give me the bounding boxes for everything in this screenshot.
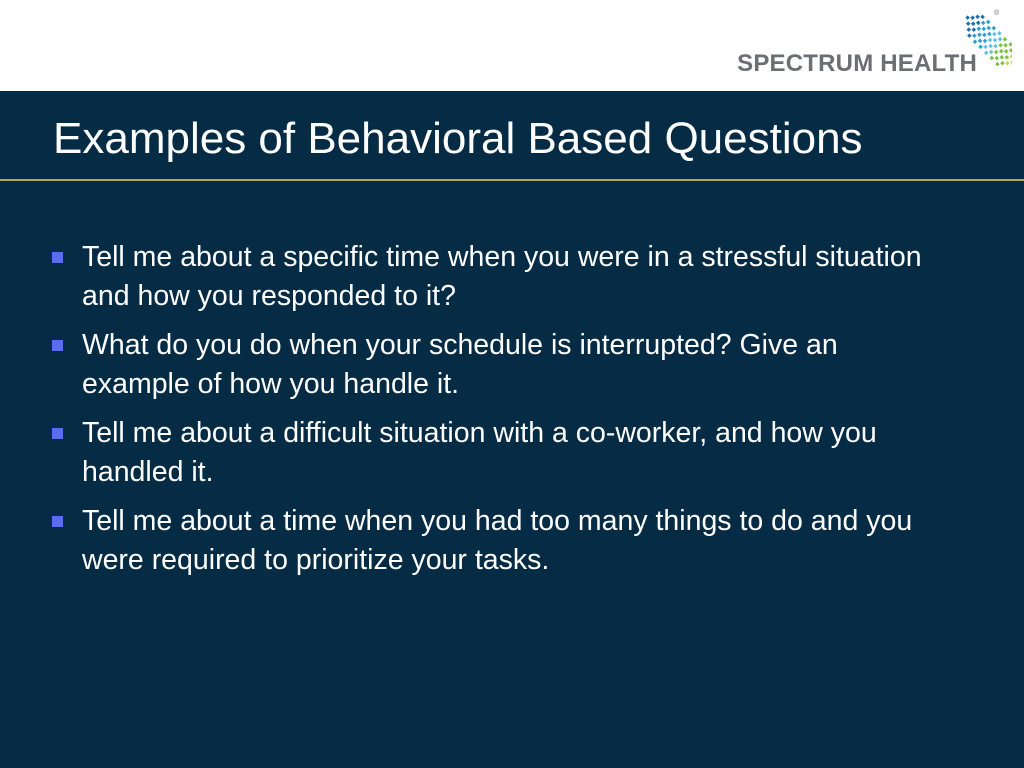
slide-title: Examples of Behavioral Based Questions — [53, 114, 863, 163]
square-bullet-icon — [52, 428, 63, 439]
bullet-text: What do you do when your schedule is interrupted? Give an example of how you handle it. — [82, 329, 838, 400]
square-bullet-icon — [52, 516, 63, 527]
square-bullet-icon — [52, 252, 63, 263]
bullet-text: Tell me about a specific time when you were in a stressful situation and how you responded to it? — [82, 241, 922, 312]
bullet-text: Tell me about a time when you had too many things to do and you were required to prioritize your tasks. — [82, 505, 913, 576]
bullet-item — [82, 414, 952, 492]
bullet-list — [82, 238, 952, 590]
bullet-item — [82, 326, 952, 404]
logo-text: SPECTRUM HEALTH — [737, 50, 977, 77]
title-divider — [0, 179, 1024, 181]
registered-mark: ® — [994, 10, 1000, 17]
bullet-item — [82, 502, 952, 580]
bullet-item — [82, 238, 952, 316]
square-bullet-icon — [52, 340, 63, 351]
bullet-text: Tell me about a difficult situation with a co-worker, and how you handled it. — [82, 417, 877, 488]
header-bar — [0, 0, 1024, 91]
